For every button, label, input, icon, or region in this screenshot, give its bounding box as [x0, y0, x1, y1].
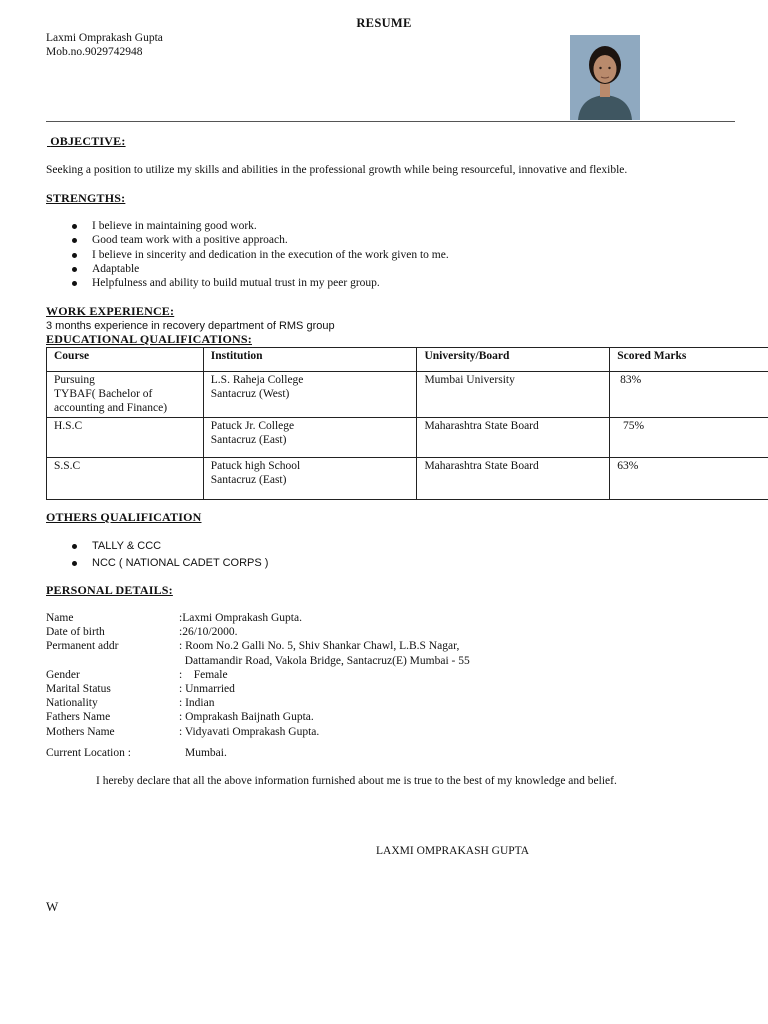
header-divider [46, 121, 735, 122]
table-row [47, 372, 768, 418]
detail-value: :26/10/2000. [179, 626, 238, 639]
footer-mark: W [46, 899, 59, 914]
work-experience-heading: WORK EXPERIENCE: [46, 304, 175, 318]
detail-row [46, 611, 646, 625]
list-item: Good team work with a positive approach. [46, 233, 449, 247]
column-header-institution: Institution [203, 348, 417, 372]
detail-label: Name [46, 612, 74, 624]
board-cell: Maharashtra State Board [417, 458, 610, 500]
detail-value: : Omprakash Baijnath Gupta. [179, 711, 314, 724]
table-row [47, 458, 768, 500]
institution-cell: Patuck Jr. College Santacruz (East) [203, 418, 417, 458]
candidate-name: Laxmi Omprakash Gupta [46, 32, 163, 44]
list-item: Helpfulness and ability to build mutual trust in my peer group. [46, 276, 449, 290]
column-header-board: University/Board [417, 348, 610, 372]
table-row [47, 418, 768, 458]
detail-value: : Room No.2 Galli No. 5, Shiv Shankar Chawl, L.B.S Nagar, [179, 640, 460, 653]
bullet-icon [72, 561, 77, 566]
detail-label: Permanent addr [46, 640, 119, 653]
detail-label: Date of birth [46, 626, 105, 639]
strengths-heading: STRENGTHS: [46, 191, 126, 205]
resume-title: RESUME [356, 16, 412, 30]
detail-row [46, 710, 646, 724]
detail-value: Dattamandir Road, Vakola Bridge, Santacruz(E) Mumbai - 55 [179, 654, 470, 667]
board-cell: Maharashtra State Board [417, 418, 610, 458]
bullet-icon [72, 544, 77, 549]
detail-value: : Indian [179, 697, 215, 710]
course-cell: S.S.C [47, 458, 204, 500]
mobile-number: Mob.no.9029742948 [46, 46, 143, 58]
current-location-label: Current Location : [46, 747, 131, 759]
detail-value: : Unmarried [179, 682, 235, 695]
work-experience-text: 3 months experience in recovery department of RMS group [46, 320, 335, 332]
course-cell: H.S.C [47, 418, 204, 458]
bullet-icon [72, 281, 77, 286]
detail-label: Nationality [46, 697, 98, 710]
declaration-text: I hereby declare that all the above information furnished about me is true to the best of my knowledge and belief. [96, 775, 617, 787]
detail-row [46, 696, 646, 710]
detail-row [46, 725, 646, 739]
institution-cell: Patuck high School Santacruz (East) [203, 458, 417, 500]
column-header-course: Course [47, 348, 204, 372]
list-item: NCC ( NATIONAL CADET CORPS ) [46, 556, 268, 573]
detail-row [46, 639, 646, 653]
personal-details-list [46, 611, 646, 739]
personal-details-heading: PERSONAL DETAILS: [46, 583, 173, 597]
table-header-row [47, 348, 768, 372]
marks-cell: 63% [610, 458, 768, 500]
detail-label: Marital Status [46, 682, 111, 695]
list-item: TALLY & CCC [46, 539, 268, 556]
detail-label: Mothers Name [46, 725, 115, 738]
strengths-list [46, 219, 449, 290]
detail-row [46, 654, 646, 668]
institution-cell: L.S. Raheja College Santacruz (West) [203, 372, 417, 418]
list-item: Adaptable [46, 262, 449, 276]
course-cell: Pursuing TYBAF( Bachelor of accounting and Finance) [47, 372, 204, 418]
detail-row [46, 625, 646, 639]
current-location-value: Mumbai. [185, 747, 227, 759]
portrait-image [570, 35, 640, 120]
bullet-icon [72, 238, 77, 243]
list-item: I believe in maintaining good work. [46, 219, 449, 233]
detail-label: Fathers Name [46, 711, 111, 724]
education-table [46, 347, 768, 500]
bullet-icon [72, 267, 77, 272]
detail-value: : Female [179, 668, 228, 681]
board-cell: Mumbai University [417, 372, 610, 418]
detail-value: :Laxmi Omprakash Gupta. [179, 612, 302, 624]
column-header-marks: Scored Marks [610, 348, 768, 372]
list-item: I believe in sincerity and dedication in the execution of the work given to me. [46, 248, 449, 262]
others-qualification-list [46, 539, 268, 573]
detail-row [46, 682, 646, 696]
signature-name: LAXMI OMPRAKASH GUPTA [376, 845, 530, 857]
marks-cell: 83% [610, 372, 768, 418]
others-qualification-heading: OTHERS QUALIFICATION [46, 510, 202, 524]
marks-cell: 75% [610, 418, 768, 458]
bullet-icon [72, 224, 77, 229]
education-heading: EDUCATIONAL QUALIFICATIONS: [46, 332, 252, 346]
bullet-icon [72, 253, 77, 258]
detail-label: Gender [46, 668, 80, 681]
detail-row [46, 668, 646, 682]
objective-heading: OBJECTIVE: [50, 134, 126, 148]
objective-text: Seeking a position to utilize my skills and abilities in the professional growth while being resourceful, innovative and flexible. [46, 164, 628, 176]
candidate-photo [570, 35, 640, 120]
detail-value: : Vidyavati Omprakash Gupta. [179, 725, 320, 738]
